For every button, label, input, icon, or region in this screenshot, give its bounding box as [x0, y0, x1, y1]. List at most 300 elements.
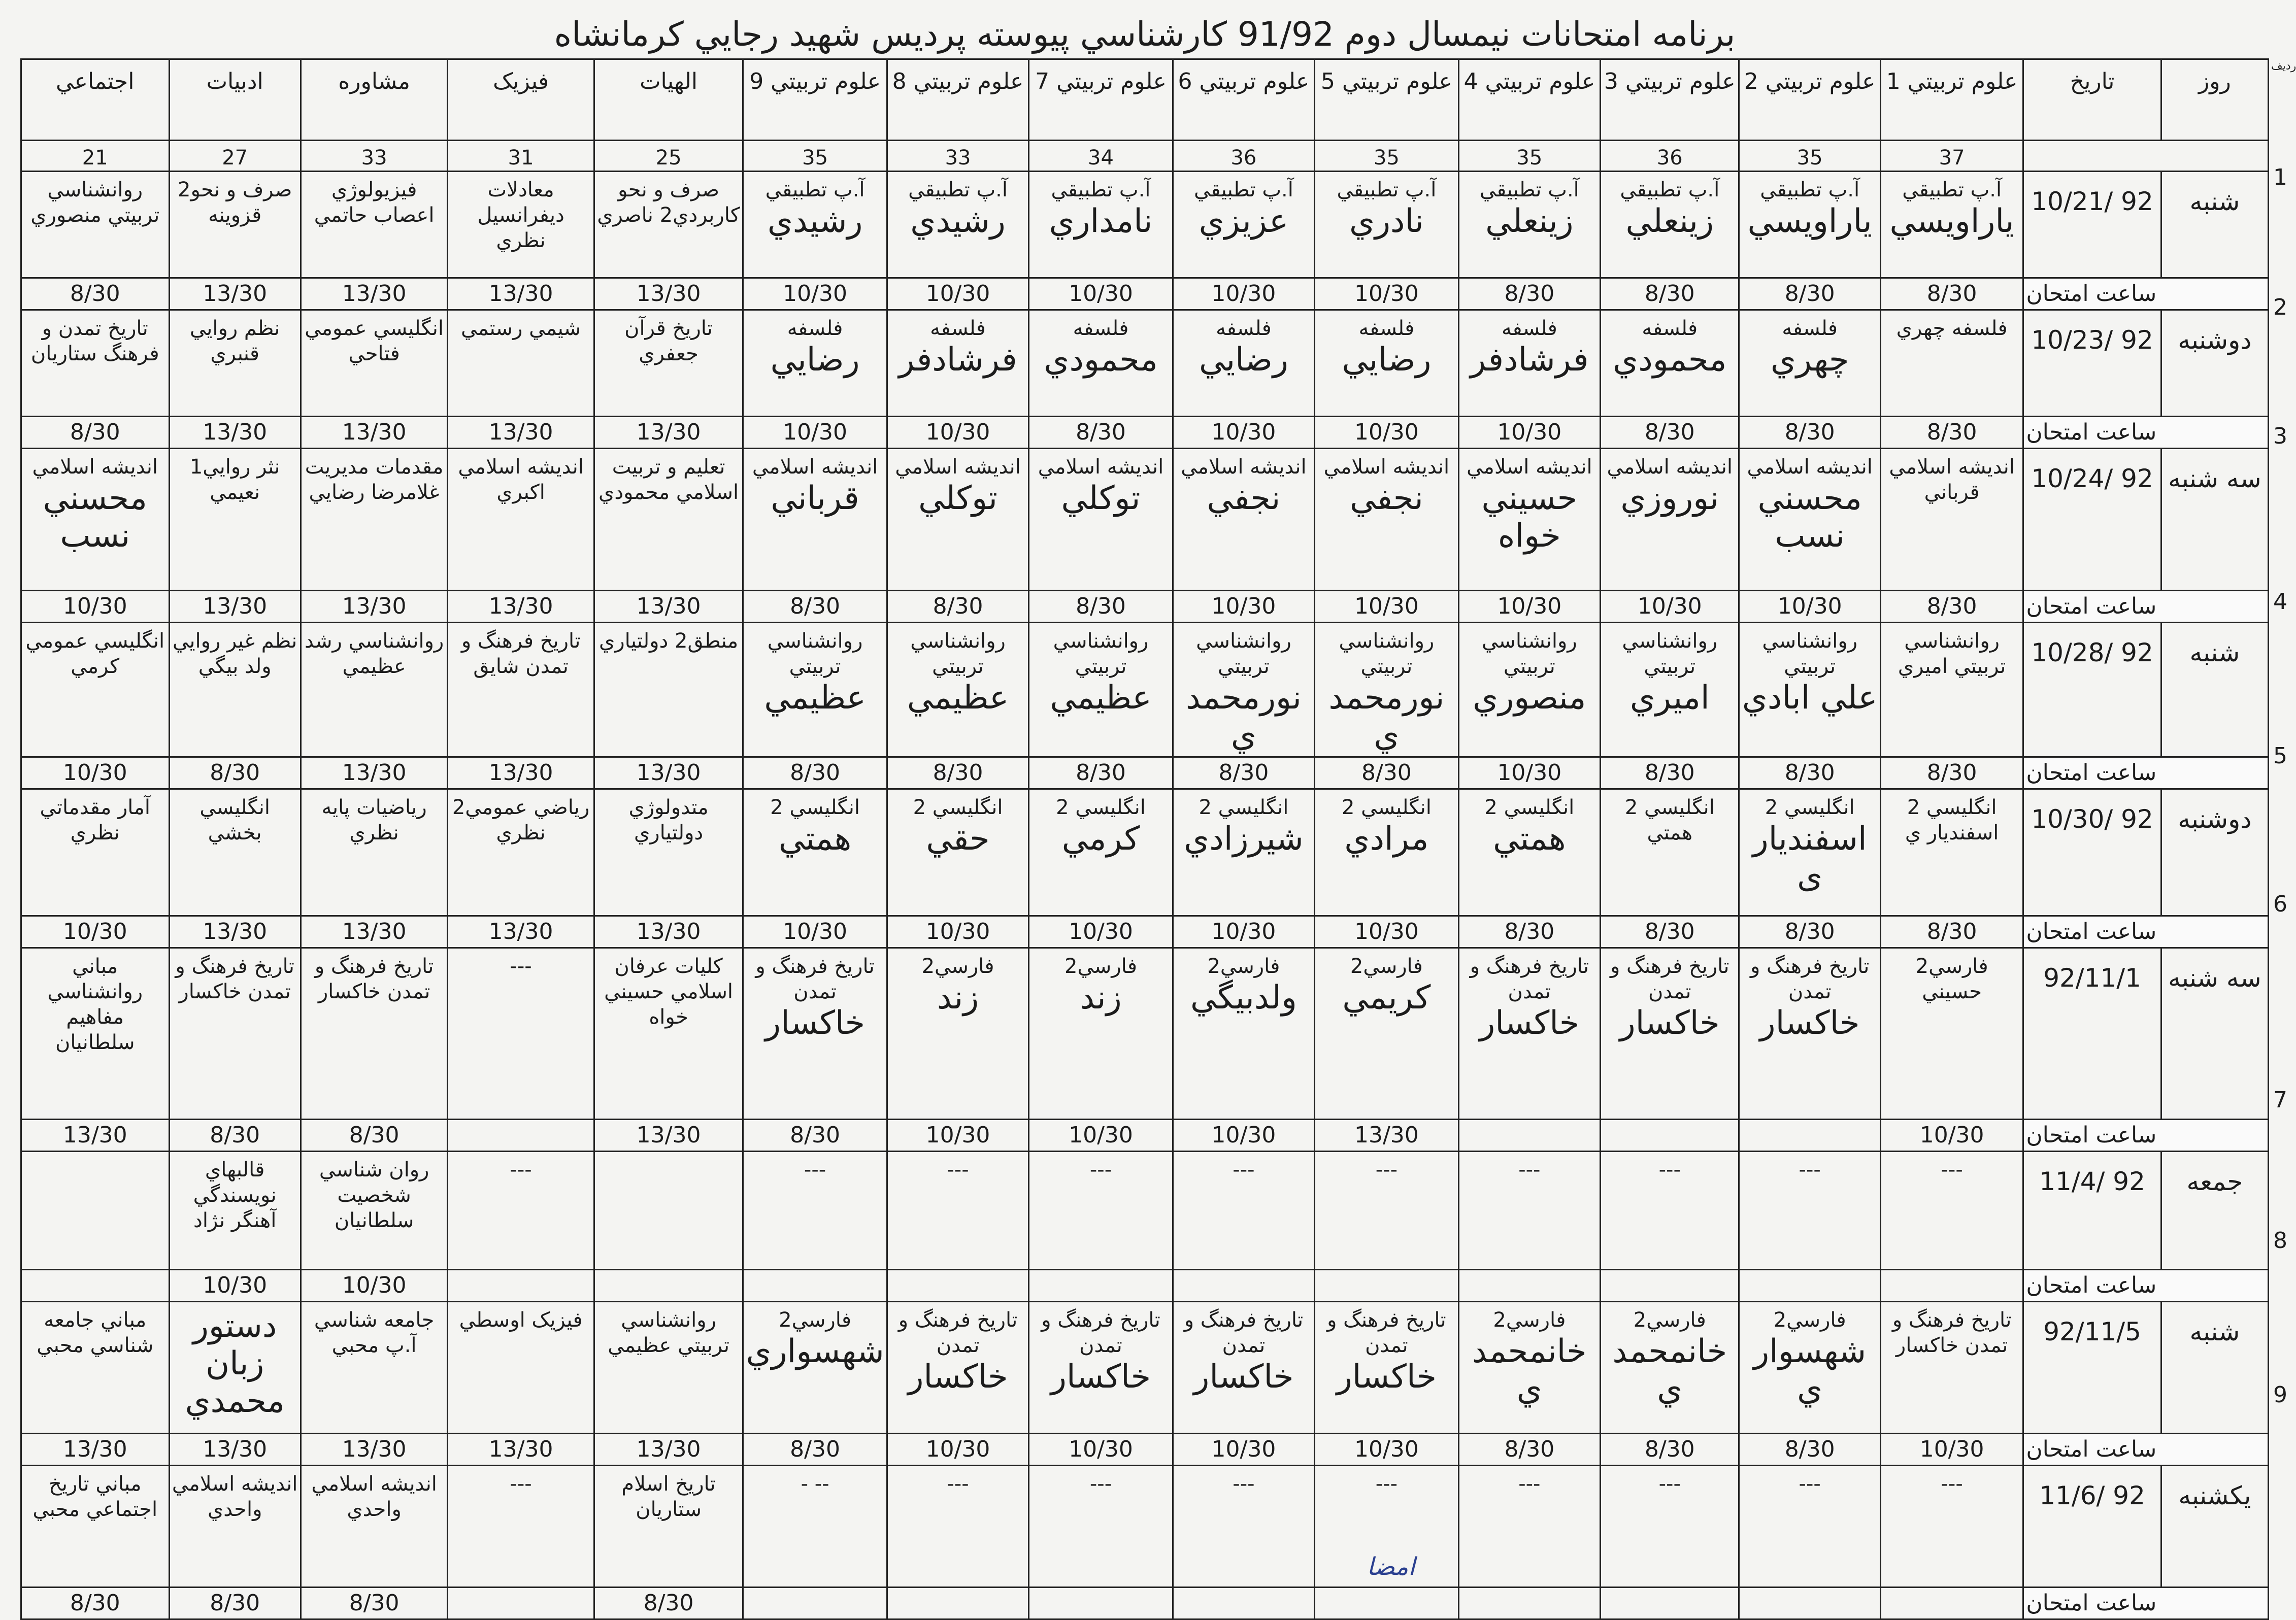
column-header: مشاوره — [301, 59, 448, 141]
row-number-header: رديف — [2271, 60, 2296, 73]
column-header: تاريخ — [2023, 59, 2161, 141]
student-count: 27 — [169, 141, 301, 172]
exam-cell — [448, 1302, 594, 1434]
exam-cell — [1739, 172, 1880, 278]
exam-cell — [887, 789, 1028, 916]
exam-cell — [1880, 948, 2023, 1120]
exam-time: 8/30 — [1029, 591, 1173, 623]
column-header: علوم تربيتي 2 — [1739, 59, 1880, 141]
course-name: فلسفه — [787, 317, 843, 340]
exam-time: 10/30 — [1458, 591, 1600, 623]
exam-date: 10/24/ 92 — [2023, 449, 2161, 591]
course-name: --- — [1799, 1158, 1821, 1182]
exam-cell — [594, 449, 743, 591]
course-name: آ.پ تطبيقي — [1760, 178, 1860, 201]
course-name: تاريخ فرهنگ و تمدن — [1327, 1308, 1446, 1357]
instructor-name: قرباني — [771, 480, 859, 517]
exam-time: 13/30 — [594, 1434, 743, 1466]
exam-time-label: ساعت امتحان — [2023, 1120, 2269, 1152]
exam-cell — [1601, 1466, 1739, 1588]
instructor-name: رضايي — [770, 341, 860, 379]
course-name: انديشه اسلامي — [895, 455, 1021, 479]
exam-time: 8/30 — [169, 757, 301, 789]
course-name: --- — [1941, 1472, 1963, 1496]
row-number-column — [2269, 58, 2296, 1553]
exam-time: 8/30 — [21, 417, 170, 449]
course-name: انديشه اسلامي — [1607, 455, 1733, 479]
exam-time: 10/30 — [1880, 1120, 2023, 1152]
column-header: علوم تربيتي 5 — [1315, 59, 1458, 141]
exam-cell — [1601, 172, 1739, 278]
instructor-name: حقي — [926, 820, 990, 858]
exam-day: دوشنبه — [2161, 789, 2268, 916]
course-name: انديشه اسلامي — [1181, 455, 1307, 479]
exam-cell — [169, 1302, 301, 1434]
exam-cell — [1880, 172, 2023, 278]
exam-time: 10/30 — [887, 417, 1028, 449]
course-name: --- — [510, 1158, 532, 1182]
instructor-name: شيرزادي — [1184, 820, 1304, 858]
row-number: 8 — [2273, 1228, 2287, 1254]
exam-cell — [21, 1466, 170, 1588]
instructor-name: شهسواري — [1753, 1333, 1867, 1408]
exam-cell — [743, 623, 887, 757]
exam-time: 8/30 — [1880, 757, 2023, 789]
course-name: --- — [1941, 1158, 1963, 1182]
exam-time: 8/30 — [1739, 757, 1880, 789]
course-name: مقدمات مديريت غلامرضا رضايي — [305, 455, 444, 504]
row-number: 1 — [2273, 164, 2287, 190]
exam-cell — [1029, 623, 1173, 757]
course-name: آمار مقدماتي نظري — [40, 796, 150, 845]
exam-time: 10/30 — [1173, 1434, 1314, 1466]
exam-time: 8/30 — [1739, 278, 1880, 310]
column-header: علوم تربيتي 8 — [887, 59, 1028, 141]
course-name: تاريخ فرهنگ و تمدن خاكسار — [314, 955, 434, 1003]
course-name: --- — [1518, 1472, 1541, 1496]
course-name: فلسفه چهري — [1896, 317, 2008, 340]
course-name: --- — [947, 1158, 969, 1182]
course-name: تاريخ فرهنگ و تمدن شايق — [461, 629, 581, 678]
exam-cell — [1739, 623, 1880, 757]
exam-cell — [594, 623, 743, 757]
instructor-name: نورمحمدي — [1185, 679, 1302, 754]
exam-time: 10/30 — [1029, 1434, 1173, 1466]
exam-time: 13/30 — [301, 916, 448, 948]
instructor-name: توكلي — [1061, 480, 1141, 517]
exam-date: 10/21/ 92 — [2023, 172, 2161, 278]
student-count: 33 — [301, 141, 448, 172]
exam-time — [1880, 1270, 2023, 1302]
exam-cell — [21, 310, 170, 417]
exam-day: سه شنبه — [2161, 948, 2268, 1120]
exam-time: 10/30 — [743, 278, 887, 310]
course-name: تاريخ فرهنگ و تمدن — [1041, 1308, 1160, 1357]
instructor-name: خاكسار — [908, 1358, 1008, 1396]
exam-time: 8/30 — [1601, 417, 1739, 449]
exam-time: 13/30 — [301, 591, 448, 623]
course-name: منطق2 دولتياري — [599, 629, 739, 653]
exam-cell — [1601, 948, 1739, 1120]
exam-time-label: ساعت امتحان — [2023, 1588, 2269, 1619]
exam-cell — [1173, 1302, 1314, 1434]
exam-time: 10/30 — [1315, 591, 1458, 623]
course-name: آ.پ تطبيقي — [1620, 178, 1720, 201]
exam-time-label: ساعت امتحان — [2023, 278, 2269, 310]
exam-time: 13/30 — [448, 278, 594, 310]
signature: امضا — [1367, 1553, 1415, 1581]
exam-cell — [1173, 310, 1314, 417]
exam-cell — [1739, 1152, 1880, 1270]
exam-time: 13/30 — [594, 1120, 743, 1152]
column-header: علوم تربيتي 4 — [1458, 59, 1600, 141]
column-header: اجتماعي — [21, 59, 170, 141]
exam-cell — [1029, 789, 1173, 916]
instructor-name: عزيزي — [1199, 203, 1289, 240]
exam-cell — [1458, 789, 1600, 916]
exam-date: 92/11/5 — [2023, 1302, 2161, 1434]
exam-date: 10/23/ 92 — [2023, 310, 2161, 417]
instructor-name: خاكسار — [1050, 1358, 1151, 1396]
exam-cell — [1458, 172, 1600, 278]
course-name: تاريخ فرهنگ و تمدن — [1610, 955, 1729, 1003]
exam-cell — [743, 1152, 887, 1270]
exam-time — [743, 1270, 887, 1302]
course-name: فارسي2 — [1064, 955, 1137, 978]
course-name: فيزيولوژي اعصاب حاتمي — [314, 178, 435, 227]
exam-cell — [1601, 1302, 1739, 1434]
exam-time: 10/30 — [1880, 1434, 2023, 1466]
exam-time: 10/30 — [21, 916, 170, 948]
exam-cell — [1458, 623, 1600, 757]
exam-time: 10/30 — [1315, 417, 1458, 449]
course-name: انديشه اسلامي — [1323, 455, 1450, 479]
exam-time: 13/30 — [448, 591, 594, 623]
course-name: فارسي2 — [1207, 955, 1280, 978]
exam-cell — [301, 449, 448, 591]
exam-cell — [448, 172, 594, 278]
course-name: --- — [1089, 1472, 1112, 1496]
row-number: 2 — [2273, 294, 2287, 320]
course-name: انديشه اسلامي واحدي — [311, 1472, 437, 1521]
exam-cell — [301, 1466, 448, 1588]
exam-cell — [301, 1152, 448, 1270]
exam-time: 8/30 — [1029, 417, 1173, 449]
course-name: رياضي عمومي2 نظري — [452, 796, 590, 845]
instructor-name: خانمحمدي — [1472, 1333, 1587, 1408]
course-name: انگليسي 2 — [1765, 796, 1855, 819]
exam-time: 13/30 — [169, 417, 301, 449]
exam-cell — [594, 1466, 743, 1588]
instructor-name: رضايي — [1342, 341, 1432, 379]
exam-cell — [1315, 1302, 1458, 1434]
exam-time — [1458, 1270, 1600, 1302]
exam-cell — [887, 948, 1028, 1120]
exam-cell — [1173, 449, 1314, 591]
exam-date: 10/30/ 92 — [2023, 789, 2161, 916]
instructor-name: محسني نسب — [1757, 480, 1862, 555]
course-name: نثر روايي1 نعيمي — [189, 455, 280, 504]
exam-time — [1315, 1588, 1458, 1619]
course-name: روانشناسي تربيتي — [1622, 629, 1718, 678]
course-name: نظم غير روايي ولد بيگي — [173, 629, 297, 678]
exam-cell — [169, 449, 301, 591]
exam-time: 8/30 — [21, 278, 170, 310]
exam-cell — [1315, 449, 1458, 591]
exam-time: 8/30 — [1601, 1434, 1739, 1466]
exam-cell — [743, 789, 887, 916]
exam-time: 10/30 — [21, 757, 170, 789]
course-name: تاريخ فرهنگ و تمدن — [1184, 1308, 1304, 1357]
exam-time: 13/30 — [1315, 1120, 1458, 1152]
exam-time: 13/30 — [594, 417, 743, 449]
exam-time — [1315, 1270, 1458, 1302]
course-name: فيزيک اوسطي — [459, 1308, 583, 1332]
course-name: --- — [1233, 1472, 1255, 1496]
course-name: فلسفه — [1358, 317, 1415, 340]
exam-time: 10/30 — [1315, 916, 1458, 948]
instructor-name: عظيمي — [764, 679, 866, 717]
exam-time: 13/30 — [169, 1434, 301, 1466]
exam-time: 8/30 — [594, 1588, 743, 1619]
exam-time: 10/30 — [1601, 591, 1739, 623]
exam-cell — [1173, 1152, 1314, 1270]
course-name: --- — [1375, 1472, 1398, 1496]
exam-cell — [448, 1152, 594, 1270]
course-name: --- — [1658, 1158, 1681, 1182]
exam-time — [1739, 1588, 1880, 1619]
column-header: فيزيک — [448, 59, 594, 141]
exam-time: 10/30 — [1029, 1120, 1173, 1152]
instructor-name: زينعلي — [1485, 203, 1574, 240]
exam-day: شنبه — [2161, 623, 2268, 757]
instructor-name: زند — [1080, 979, 1122, 1017]
exam-cell — [1739, 1302, 1880, 1434]
exam-schedule-table — [20, 58, 2269, 1620]
student-count: 36 — [1601, 141, 1739, 172]
exam-time: 10/30 — [1173, 1120, 1314, 1152]
course-name: آ.پ تطبيقي — [1479, 178, 1579, 201]
course-name: روان شناسي شخصيت سلطانيان — [319, 1158, 429, 1232]
exam-cell — [594, 789, 743, 916]
exam-time: 8/30 — [743, 1434, 887, 1466]
exam-time: 10/30 — [1458, 417, 1600, 449]
exam-cell — [743, 172, 887, 278]
exam-cell — [743, 1302, 887, 1434]
exam-cell — [169, 1152, 301, 1270]
course-name: انديشه اسلامي قرباني — [1889, 455, 2015, 504]
course-name: مباني روانشناسي مفاهيم سلطانيان — [47, 955, 143, 1054]
course-name: روانشناسي رشد عظيمي — [304, 629, 444, 678]
course-name: انديشه اسلامي واحدي — [172, 1472, 298, 1521]
course-name: فلسفه — [1501, 317, 1557, 340]
exam-time — [1173, 1588, 1314, 1619]
exam-cell — [1601, 789, 1739, 916]
student-count: 31 — [448, 141, 594, 172]
course-name: فارسي2 — [1350, 955, 1423, 978]
exam-time: 10/30 — [887, 278, 1028, 310]
instructor-name: حسيني خواه — [1481, 480, 1578, 555]
exam-cell — [1029, 172, 1173, 278]
course-name: روانشناسي تربيتي — [1339, 629, 1435, 678]
course-name: آ.پ تطبيقي — [765, 178, 865, 201]
instructor-name: توكلي — [918, 480, 997, 517]
instructor-name: محسني نسب — [43, 480, 147, 555]
course-name: فلسفه — [1216, 317, 1272, 340]
course-name: روانشناسي تربيتي عظيمي — [608, 1308, 729, 1357]
exam-cell — [21, 172, 170, 278]
instructor-name: عظيمي — [1050, 679, 1152, 717]
exam-time: 8/30 — [1315, 757, 1458, 789]
exam-cell — [1601, 1152, 1739, 1270]
course-name: انگليسي 2 — [913, 796, 1003, 819]
instructor-name: منصوري — [1473, 679, 1586, 717]
exam-cell — [21, 623, 170, 757]
course-name: رياضيات پايه نظري — [321, 796, 427, 845]
student-count: 37 — [1880, 141, 2023, 172]
exam-cell — [1029, 310, 1173, 417]
exam-cell — [887, 449, 1028, 591]
course-name: انديشه اسلامي — [32, 455, 158, 479]
exam-cell — [1458, 948, 1600, 1120]
exam-cell — [1315, 310, 1458, 417]
exam-cell — [1458, 1466, 1600, 1588]
instructor-name: رضايي — [1199, 341, 1288, 379]
course-name: انگليسي 2 اسفنديار ي — [1905, 796, 1999, 845]
course-name: انگليسي عمومي كرمي — [25, 629, 165, 678]
row-number: 6 — [2273, 891, 2287, 917]
exam-cell — [301, 948, 448, 1120]
course-name: انگليسي 2 — [1484, 796, 1575, 819]
exam-cell — [1458, 449, 1600, 591]
exam-time: 10/30 — [887, 1434, 1028, 1466]
exam-cell — [21, 1302, 170, 1434]
course-name: آ.پ تطبيقي — [1194, 178, 1293, 201]
course-name: روانشناسي تربيتي — [1762, 629, 1858, 678]
exam-cell — [301, 789, 448, 916]
course-name: -- - — [801, 1472, 829, 1496]
course-name: روانشناسي تربيتي — [1053, 629, 1149, 678]
exam-time-label: ساعت امتحان — [2023, 591, 2269, 623]
exam-cell — [1173, 789, 1314, 916]
exam-time: 8/30 — [743, 591, 887, 623]
course-name: فارسي2 — [921, 955, 994, 978]
student-count: 35 — [1739, 141, 1880, 172]
course-name: تعليم و تربيت اسلامي محمودي — [598, 455, 739, 504]
column-header: علوم تربيتي 1 — [1880, 59, 2023, 141]
course-name: --- — [1375, 1158, 1398, 1182]
exam-cell — [1029, 1466, 1173, 1588]
instructor-name: رشيدي — [910, 203, 1006, 240]
exam-cell — [887, 172, 1028, 278]
course-name: روانشناسي تربيتي اميري — [1898, 629, 2006, 678]
instructor-name: نجفي — [1349, 480, 1423, 517]
exam-cell — [743, 310, 887, 417]
instructor-name: رشيدي — [767, 203, 863, 240]
exam-time: 8/30 — [887, 591, 1028, 623]
instructor-name: زند — [937, 979, 979, 1017]
exam-time-label: ساعت امتحان — [2023, 1434, 2269, 1466]
exam-cell — [21, 789, 170, 916]
exam-cell — [169, 623, 301, 757]
exam-cell — [1739, 449, 1880, 591]
exam-time: 10/30 — [301, 1270, 448, 1302]
column-header: علوم تربيتي 9 — [743, 59, 887, 141]
exam-time: 8/30 — [1880, 591, 2023, 623]
exam-cell — [743, 449, 887, 591]
column-header: علوم تربيتي 6 — [1173, 59, 1314, 141]
exam-time — [21, 1270, 170, 1302]
exam-cell — [1173, 1466, 1314, 1588]
instructor-name: نامداري — [1049, 203, 1153, 240]
course-name: فارسي2 — [1493, 1308, 1566, 1332]
student-count: 21 — [21, 141, 170, 172]
exam-day: دوشنبه — [2161, 310, 2268, 417]
exam-time-label: ساعت امتحان — [2023, 417, 2269, 449]
exam-time — [448, 1120, 594, 1152]
course-name: --- — [510, 1472, 532, 1496]
course-name: انگليسي 2 — [1341, 796, 1432, 819]
exam-cell — [21, 449, 170, 591]
course-name: معادلات ديفرانسيل نظري — [477, 178, 564, 252]
instructor-name: ياراويسي — [1747, 203, 1872, 240]
exam-cell — [1458, 310, 1600, 417]
exam-cell — [1880, 623, 2023, 757]
exam-cell — [1880, 1152, 2023, 1270]
exam-cell — [1880, 449, 2023, 591]
course-name: انديشه اسلامي — [752, 455, 878, 479]
course-name: انديشه اسلامي اكبري — [458, 455, 584, 504]
exam-cell — [887, 1466, 1028, 1588]
exam-time: 8/30 — [1880, 916, 2023, 948]
exam-cell — [448, 310, 594, 417]
exam-cell — [1739, 948, 1880, 1120]
course-name: روانشناسي تربيتي — [1196, 629, 1291, 678]
instructor-name: ياراويسي — [1889, 203, 2014, 240]
exam-time: 10/30 — [743, 417, 887, 449]
exam-time: 13/30 — [594, 591, 743, 623]
column-header: علوم تربيتي 7 — [1029, 59, 1173, 141]
exam-time — [887, 1588, 1028, 1619]
course-name: تاريخ تمدن و فرهنگ ستاريان — [30, 317, 159, 365]
exam-cell — [594, 172, 743, 278]
exam-cell — [301, 1302, 448, 1434]
exam-time — [1173, 1270, 1314, 1302]
exam-cell — [1739, 1466, 1880, 1588]
course-name: روانشناسي تربيتي — [910, 629, 1006, 678]
exam-cell — [1601, 310, 1739, 417]
course-name: --- — [1518, 1158, 1541, 1182]
exam-cell — [448, 449, 594, 591]
exam-cell — [301, 310, 448, 417]
instructor-name: كريمي — [1342, 979, 1431, 1017]
exam-time-label: ساعت امتحان — [2023, 916, 2269, 948]
course-name: فلسفه — [1642, 317, 1698, 340]
exam-time: 8/30 — [1601, 278, 1739, 310]
exam-cell — [169, 310, 301, 417]
course-name: --- — [947, 1472, 969, 1496]
exam-time: 13/30 — [301, 757, 448, 789]
exam-cell — [1173, 623, 1314, 757]
exam-time: 13/30 — [169, 916, 301, 948]
course-name: تاريخ فرهنگ و تمدن — [755, 955, 875, 1003]
instructor-name: نادري — [1349, 203, 1424, 240]
exam-time: 13/30 — [169, 591, 301, 623]
exam-time: 10/30 — [21, 591, 170, 623]
exam-time: 13/30 — [21, 1434, 170, 1466]
course-name: تاريخ اسلام ستاريان — [621, 1472, 716, 1521]
exam-cell — [448, 789, 594, 916]
